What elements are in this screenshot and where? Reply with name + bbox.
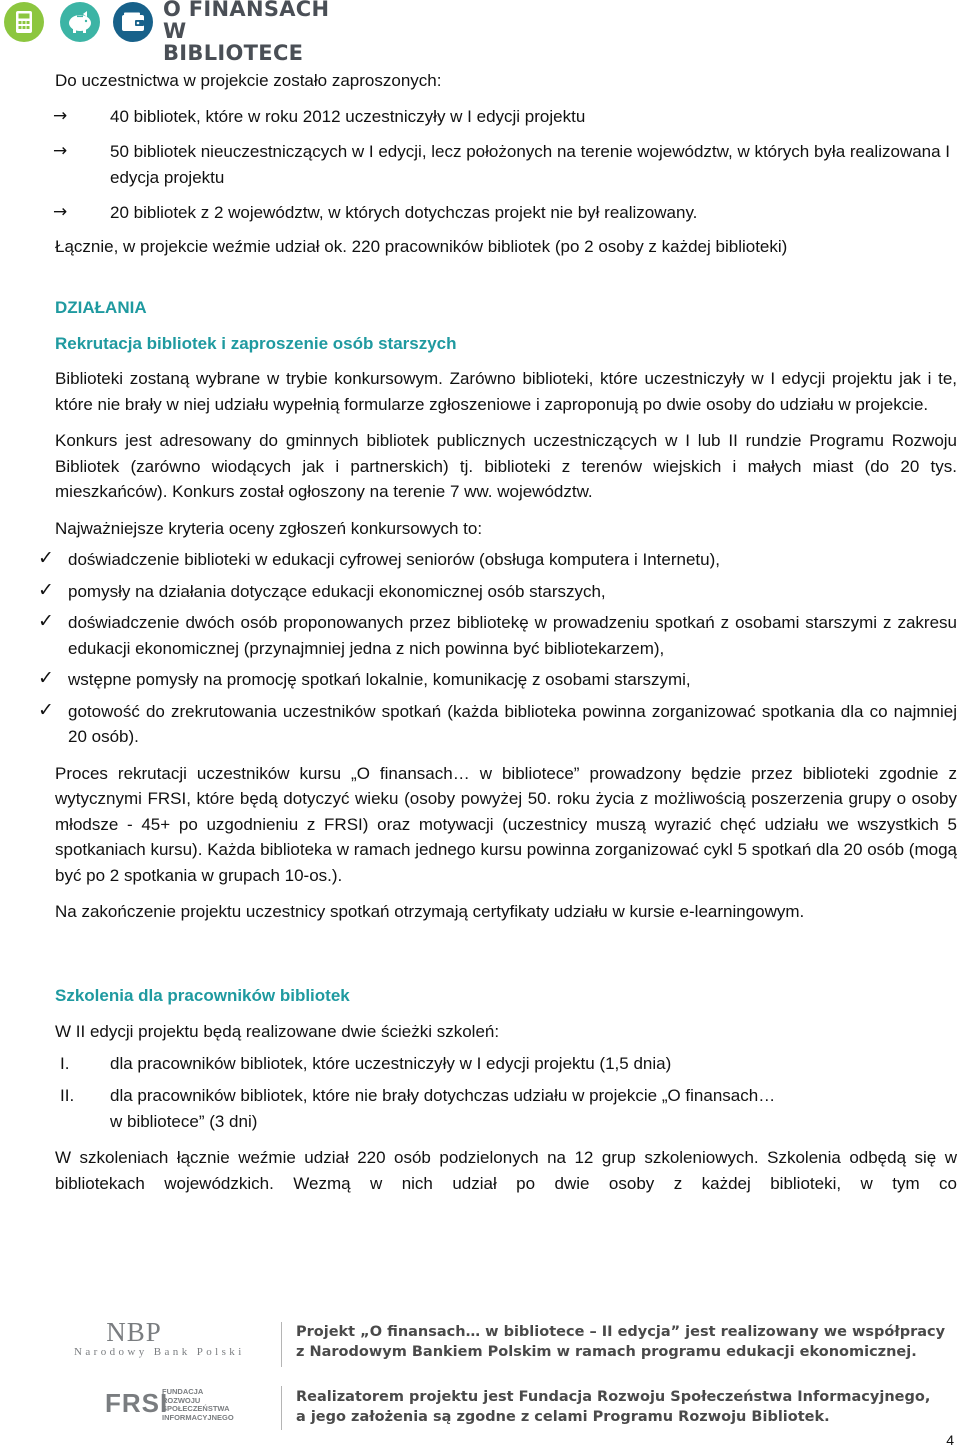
divider [281, 1322, 282, 1367]
training-list [55, 1051, 957, 1135]
list-item: ✓ gotowość do zrekrutowania uczestników spotkań (każda biblioteka powinna zorganizować spotkania dla co najmniej 20 osób). [38, 698, 957, 746]
checkmark-icon: ✓ [38, 698, 54, 721]
list-item: I. dla pracowników bibliotek, które uczestniczyły w I edycji projektu (1,5 dnia) [60, 1053, 672, 1073]
intro-list [55, 104, 957, 226]
list-item: II. dla pracowników bibliotek, które nie brały dotychczas udziału w projekcie „O finansach… w bibliotece” (3 dni) [60, 1086, 776, 1131]
divider [281, 1386, 282, 1430]
frsi-text: Realizatorem projektu jest Fundacja Rozwoju Społeczeństwa Informacyjnego, a jego założenia są zgodne z celami Programu Rozwoju Bibliotek. [296, 1389, 931, 1425]
paragraph: Proces rekrutacji uczestników kursu „O finansach… w bibliotece” prowadzony będzie przez biblioteki zgodnie z wytycznymi FRSI, które będą dotyczyć wieku (osoby powyżej 50. roku życia z możliwością poszerzenia grupy o osoby młodsze - 45+ po uzgodnieniu z FRSI) oraz motywacji (uczestnicy muszą wyrazić chęć udziału we wszystkich 5 spotkaniach kursu). Każda biblioteka w ramach jednego kursu powinna zorganizować cykl 5 spotkań dla 20 osób (mogą być po 2 spotkania w grupach 10-os.). [55, 763, 957, 885]
criteria-lead: Najważniejsze kryteria oceny zgłoszeń konkursowych to: [55, 518, 483, 538]
arrow-icon: → [53, 105, 68, 126]
list-item: → 50 bibliotek nieuczestniczących w I edycji, lecz położonych na terenie województw, w których była realizowana I edycja projektu [53, 141, 951, 187]
list-item: ✓ doświadczenie biblioteki w edukacji cyfrowej seniorów (obsługa komputera i Internetu), [0, 547, 957, 573]
checkmark-icon: ✓ [38, 547, 54, 569]
checkmark-icon: ✓ [38, 578, 54, 601]
criteria-list [0, 547, 957, 750]
nbp-logo: NBP Narodowy Bank Polski [74, 1317, 245, 1358]
list-item: ✓ doświadczenie dwóch osób proponowanych przez bibliotekę w prowadzeniu spotkań z osobami starszymi z zakresu edukacji ekonomicznej (przynajmniej jedna z nich powinna być bibliotekarzem), [38, 610, 957, 658]
checkmark-icon: ✓ [38, 667, 54, 689]
brand-logo-text: O FINANSACH W BIBLIOTECE [163, 0, 330, 65]
list-item: ✓ wstępne pomysły na promocję spotkań lokalnie, komunikację z osobami starszymi, [0, 667, 957, 693]
arrow-icon: → [53, 141, 68, 161]
paragraph: Na zakończenie projektu uczestnicy spotkań otrzymają certyfikaty udziału w kursie e-learningowym. [55, 902, 805, 921]
nbp-partnership-text: Projekt „O finansach… w bibliotece – II edycja” jest realizowany we współpracy z Narodowym Bankiem Polskim w ramach programu edukacji ekonomicznej. [296, 1324, 946, 1360]
wallet-icon [113, 2, 153, 42]
footer [0, 1300, 960, 1449]
list-item: ✓ pomysły na działania dotyczące edukacji ekonomicznej osób starszych, [0, 579, 957, 605]
calculator-icon [4, 2, 44, 42]
list-item: → 40 bibliotek, które w roku 2012 uczestniczyły w I edycji projektu [55, 104, 957, 130]
training-lead: W II edycji projektu będą realizowane dwie ścieżki szkoleń: [55, 1022, 500, 1041]
frsi-logo-subtitle: FUNDACJA ROZWOJU SPOŁECZEŃSTWA INFORMACYJNEGO [162, 1387, 234, 1422]
paragraph: W szkoleniach łącznie weźmie udział 220 osób podzielonych na 12 grup szkoleniowych. Szkolenia odbędą się w bibliotekach wojewódzkich. Wezmą w nich udział po dwie osoby z każdej biblioteki, w tym co [55, 1148, 957, 1193]
frsi-logo: FRSI [105, 1388, 169, 1418]
page-number: 4 [946, 1432, 954, 1448]
subsection-title: Rekrutacja bibliotek i zaproszenie osób starszych [55, 333, 457, 353]
checkmark-icon: ✓ [38, 610, 54, 632]
section-title: DZIAŁANIA [55, 298, 147, 317]
paragraph: Biblioteki zostaną wybrane w trybie konkursowym. Zarówno biblioteki, które uczestniczyły w I edycji projektu jak i te, które nie brały w niej udziału wypełnią formularze zgłoszeniowe i zaproponują po dwie osoby do udziału w projekcie. [55, 369, 957, 414]
piggy-bank-icon [60, 2, 100, 42]
list-item: → 20 bibliotek z 2 województw, w których dotychczas projekt nie był realizowany. [55, 200, 957, 226]
document-body [38, 68, 957, 1196]
header [0, 0, 330, 65]
arrow-icon: → [53, 202, 68, 222]
intro-total: Łącznie, w projekcie weźmie udział ok. 220 pracowników bibliotek (po 2 osoby z każdej biblioteki) [55, 236, 788, 256]
intro-lead: Do uczestnictwa w projekcie zostało zaproszonych: [55, 71, 442, 90]
paragraph: Konkurs jest adresowany do gminnych bibliotek publicznych uczestniczących w I lub II rundzie Programu Rozwoju Bibliotek (zarówno wiodących jak i partnerskich) tj. biblioteki z terenów wiejskich i małych miast (do 20 tys. mieszkańców). Konkurs został ogłoszony na terenie 7 ww. województw. [55, 431, 957, 501]
subsection-title: Szkolenia dla pracowników bibliotek [55, 985, 350, 1005]
